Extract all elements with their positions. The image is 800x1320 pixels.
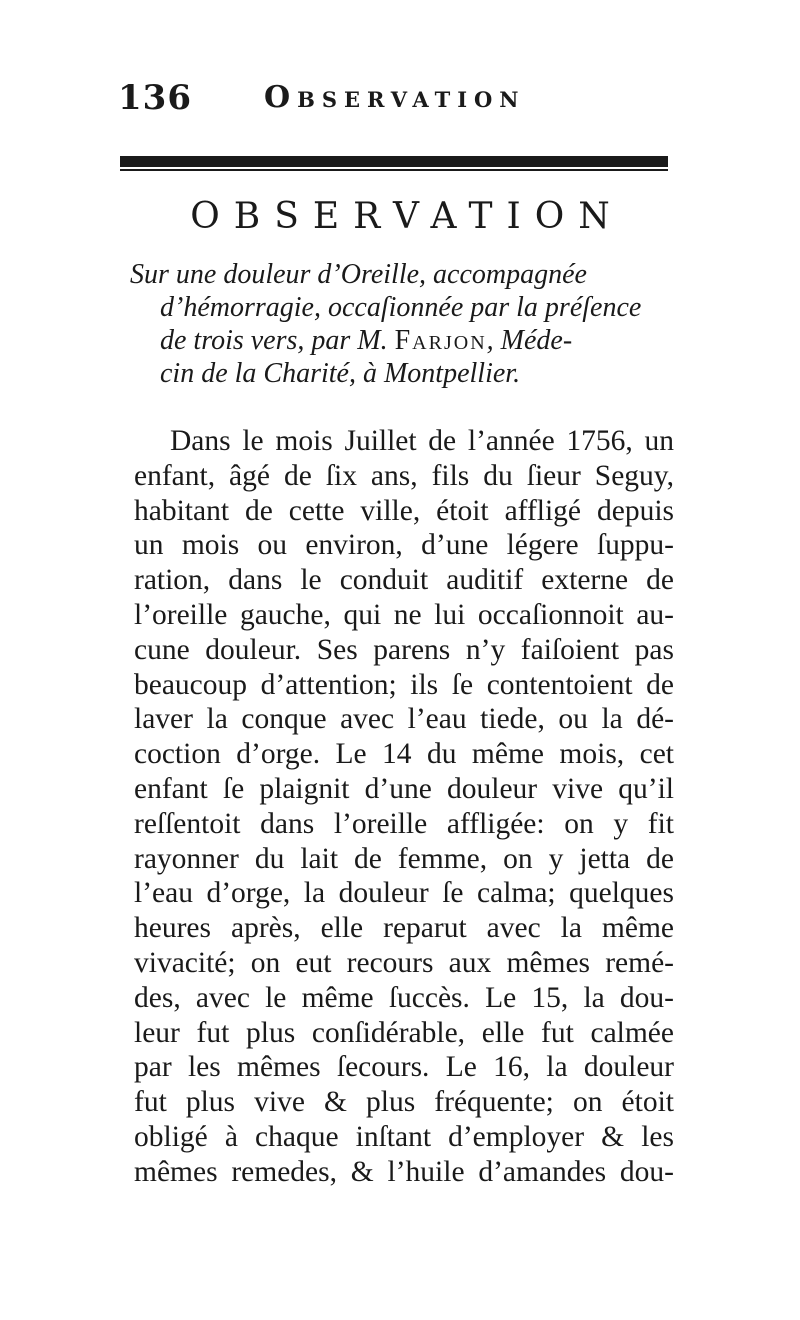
body-line: ration, dans le conduit auditif externe de xyxy=(134,564,674,597)
body-line: l’oreille gauche, qui ne lui occaſionnoit au- xyxy=(134,598,674,631)
body-line: beaucoup d’attention; ils ſe contentoient de xyxy=(134,668,674,701)
body-line: obligé à chaque inſtant d’employer & les xyxy=(134,1120,674,1153)
article-title: OBSERVATION xyxy=(190,196,624,237)
rule-thin-line xyxy=(120,169,668,171)
body-line: rayonner du lait de femme, on y jetta de xyxy=(134,842,674,875)
body-line: fut plus vive & plus fréquente; on étoit xyxy=(134,1086,674,1119)
running-head xyxy=(118,78,678,122)
body-line: des, avec le même ſuccès. Le 15, la dou- xyxy=(134,981,674,1014)
article-subtitle xyxy=(130,258,682,390)
subtitle-line xyxy=(130,324,682,357)
body-line: mêmes remedes, & l’huile d’amandes dou- xyxy=(134,1155,674,1188)
subtitle-line: Sur une douleur d’Oreille, accompagnée xyxy=(130,259,587,290)
body-line: leur fut plus conſidérable, elle fut calmée xyxy=(134,1016,674,1049)
body-line: vivacité; on eut recours aux mêmes remé- xyxy=(134,946,674,979)
page-number: 136 xyxy=(118,78,192,118)
body-text xyxy=(134,424,674,1190)
body-line: cune douleur. Ses parens n’y faiſoient pas xyxy=(134,633,674,666)
running-title: Observation xyxy=(264,80,526,115)
body-line: enfant, âgé de ſix ans, fils du ſieur Seguy, xyxy=(134,459,674,492)
subtitle-line-start: de trois vers, par M. xyxy=(160,325,395,356)
author-name: Farjon xyxy=(394,325,487,356)
body-line: coction d’orge. Le 14 du même mois, cet xyxy=(134,738,674,771)
subtitle-line-end: , Méde- xyxy=(486,325,573,356)
subtitle-line: cin de la Charité, à Montpellier. xyxy=(160,358,521,389)
body-line: un mois ou environ, d’une légere ſuppu- xyxy=(134,529,674,562)
body-line: laver la conque avec l’eau tiede, ou la dé- xyxy=(134,703,674,736)
body-line: enfant ſe plaignit d’une douleur vive qu’il xyxy=(134,772,674,805)
body-line: par les mêmes ſecours. Le 16, la douleur xyxy=(134,1051,674,1084)
subtitle-line: d’hémorragie, occaſionnée par la préſence xyxy=(160,292,642,323)
body-line: reſſentoit dans l’oreille affligée: on y fit xyxy=(134,807,674,840)
ornamental-rule xyxy=(120,156,668,172)
body-line: heures après, elle reparut avec la même xyxy=(134,912,674,945)
body-line: l’eau d’orge, la douleur ſe calma; quelques xyxy=(134,877,674,910)
body-line: Dans le mois Juillet de l’année 1756, un xyxy=(170,425,674,457)
rule-thick-line xyxy=(120,156,668,167)
body-line: habitant de cette ville, étoit affligé depuis xyxy=(134,494,674,527)
